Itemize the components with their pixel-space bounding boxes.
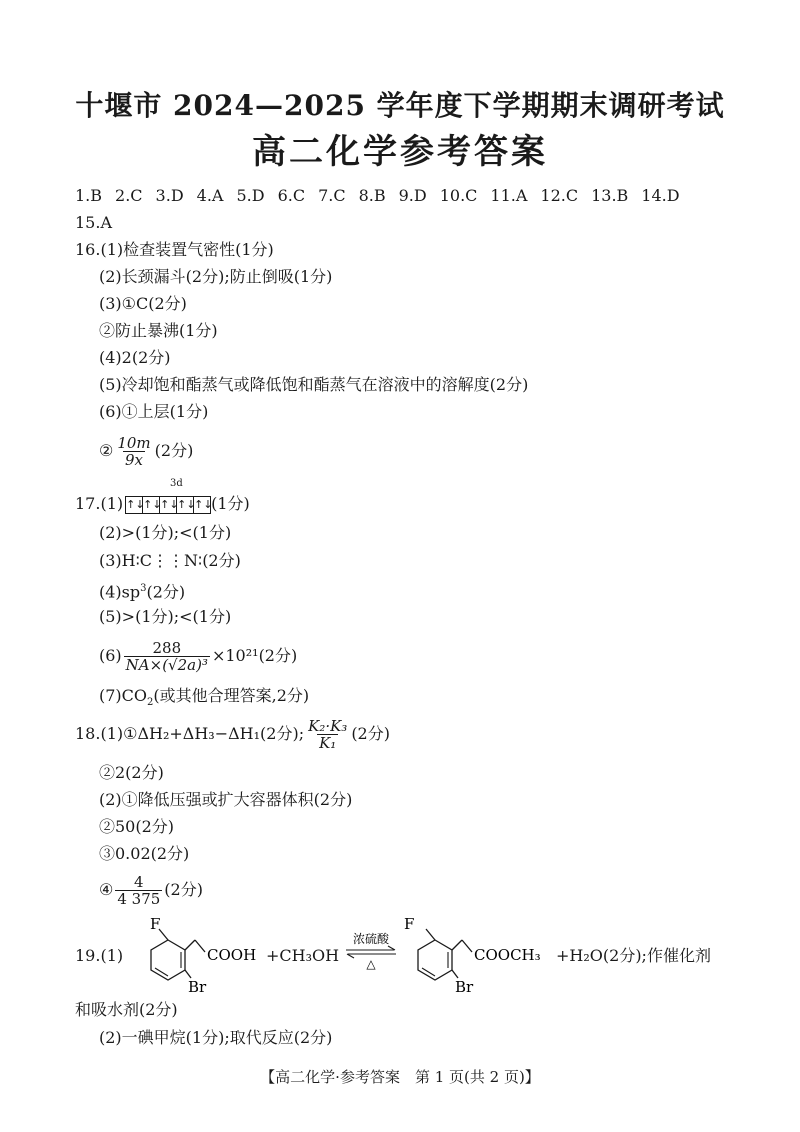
q16-part5: (5)冷却饱和酯蒸气或降低饱和酯蒸气在溶液中的溶解度(2分) bbox=[99, 375, 529, 394]
q18-part1 bbox=[75, 716, 390, 752]
benzene-ring bbox=[418, 940, 452, 980]
q17-part4-score: (2分) bbox=[146, 582, 186, 602]
q17-prefix: 17.(1) bbox=[75, 494, 124, 513]
carboxyl-group: COOH bbox=[207, 946, 257, 964]
q18-part2-3: ③0.02(2分) bbox=[99, 844, 190, 863]
mc-answer: 2.C bbox=[115, 186, 143, 205]
q18-fraction-2-numerator: 4 bbox=[134, 873, 144, 891]
orbital-box: ↑↓ bbox=[143, 497, 162, 511]
mc-answer-row bbox=[75, 186, 693, 206]
q18-part2: (2)①降低压强或扩大容器体积(2分) bbox=[99, 790, 353, 809]
q17-part6-score: ×10²¹(2分) bbox=[211, 646, 298, 665]
q18-part2-2: ②50(2分) bbox=[99, 817, 175, 836]
q17-part3: (3)H∶C⋮⋮N∶(2分) bbox=[99, 551, 241, 570]
q17-fraction-numerator: 288 bbox=[152, 639, 182, 657]
mc-answer: 10.C bbox=[439, 186, 478, 205]
exam-title: 十堰市 2024—2025 学年度下学期期末调研考试 bbox=[75, 89, 725, 122]
q18-fraction-numerator: K₂·K₃ bbox=[308, 717, 348, 735]
reaction-arrow bbox=[344, 930, 398, 970]
q17-part6 bbox=[99, 638, 297, 674]
orbital-box: ↑↓ bbox=[177, 497, 196, 511]
q17-fraction-denominator: NA×(√2a)³ bbox=[125, 656, 208, 674]
q18-fraction bbox=[306, 718, 349, 751]
mc-answer: 14.D bbox=[641, 186, 680, 205]
ch2-bond bbox=[185, 940, 195, 950]
q16-part6-2 bbox=[99, 433, 193, 469]
benzene-ring bbox=[151, 940, 185, 980]
q17-part6-prefix: (6) bbox=[99, 646, 122, 665]
q18-part1-text: 18.(1)①ΔH₂+ΔH₃−ΔH₁(2分); bbox=[75, 724, 305, 743]
reactant-structure bbox=[135, 918, 265, 996]
answer-key-title: 高二化学参考答案 bbox=[252, 132, 548, 172]
reactant-methanol: +CH₃OH bbox=[266, 946, 340, 965]
arrow-head bbox=[347, 954, 354, 958]
ch2-bond bbox=[462, 940, 472, 952]
mc-answer: 5.D bbox=[236, 186, 265, 205]
q16-part4: (4)2(2分) bbox=[99, 348, 171, 367]
q17-fraction bbox=[124, 640, 210, 673]
orbital-label: 3d bbox=[170, 478, 183, 489]
mc-answer: 13.B bbox=[591, 186, 629, 205]
q16-part1: 16.(1)检查装置气密性(1分) bbox=[75, 240, 274, 259]
q16-part3-2: ②防止暴沸(1分) bbox=[99, 321, 218, 340]
product-water-and-note: +H₂O(2分);作催化剂 bbox=[556, 946, 711, 965]
q18-part1-score: (2分) bbox=[351, 724, 390, 743]
q18-fraction-2-denominator: 4 375 bbox=[117, 890, 161, 908]
q17-part4 bbox=[99, 579, 185, 602]
product-structure bbox=[402, 918, 562, 996]
q17-part4-sup: 3 bbox=[140, 583, 147, 594]
q17-part5: (5)>(1分);<(1分) bbox=[99, 607, 232, 626]
q16-part6: (6)①上层(1分) bbox=[99, 402, 209, 421]
orbital-box: ↑↓ bbox=[194, 497, 213, 511]
mc-answer: 6.C bbox=[277, 186, 306, 205]
q18-fraction-2 bbox=[115, 874, 162, 907]
mc-answer: 1.B bbox=[75, 186, 103, 205]
ester-group: COOCH₃ bbox=[474, 946, 541, 964]
q18-part2-4-score: (2分) bbox=[164, 880, 203, 899]
q18-part1-2: ②2(2分) bbox=[99, 763, 164, 782]
orbital-box: ↑↓ bbox=[126, 497, 145, 511]
q18-fraction-denominator: K₁ bbox=[319, 734, 337, 752]
q16-part3: (3)①C(2分) bbox=[99, 294, 187, 313]
q17-part7-text: (7)CO bbox=[99, 686, 148, 705]
orbital-box: ↑↓ bbox=[160, 497, 179, 511]
ring-double-bond bbox=[422, 968, 435, 976]
q16-fraction-numerator: 10m bbox=[117, 434, 151, 452]
page-footer: 【高二化学·参考答案 第 1 页(共 2 页)】 bbox=[260, 1068, 540, 1086]
mc-answer: 9.D bbox=[398, 186, 427, 205]
q18-circled-4: ④ bbox=[99, 880, 114, 899]
mc-answer: 4.A bbox=[196, 186, 224, 205]
q17-part7-sub: 2 bbox=[147, 697, 154, 709]
f-bond bbox=[426, 929, 435, 940]
q18-part2-4 bbox=[99, 872, 203, 908]
q17-part7-score: (或其他合理答案,2分) bbox=[153, 686, 310, 705]
q17-part7 bbox=[99, 686, 309, 713]
catalyst-label: 浓硫酸 bbox=[352, 932, 390, 946]
bromine-label: Br bbox=[455, 978, 474, 996]
q16-fraction bbox=[115, 435, 152, 468]
q17-part2: (2)>(1分);<(1分) bbox=[99, 523, 232, 542]
mc-answer: 11.A bbox=[490, 186, 528, 205]
fluorine-label: F bbox=[404, 918, 415, 933]
mc-answer: 8.B bbox=[358, 186, 386, 205]
ch2-bond bbox=[195, 940, 205, 952]
q16-fraction-denominator: 9x bbox=[124, 451, 143, 469]
br-bond bbox=[452, 970, 458, 978]
q17-part1-score: (1分) bbox=[211, 494, 250, 513]
mc-answer: 3.D bbox=[155, 186, 184, 205]
q17-part1 bbox=[75, 494, 250, 514]
ring-double-bond bbox=[155, 968, 168, 976]
ch2-bond bbox=[452, 940, 462, 950]
mc-answer: 12.C bbox=[540, 186, 579, 205]
q16-circled-2: ② bbox=[99, 441, 114, 460]
q17-part4-text: (4)sp bbox=[99, 582, 141, 602]
heat-symbol: △ bbox=[366, 957, 376, 970]
orbital-diagram bbox=[125, 496, 211, 514]
q19-part2: (2)一碘甲烷(1分);取代反应(2分) bbox=[99, 1028, 333, 1047]
q19-prefix: 19.(1) bbox=[75, 946, 124, 965]
arrow-head bbox=[388, 946, 395, 950]
bromine-label: Br bbox=[188, 978, 207, 996]
mc-answer-15: 15.A bbox=[75, 213, 112, 232]
q19-part1-cont: 和吸水剂(2分) bbox=[75, 1000, 178, 1019]
mc-answer: 7.C bbox=[318, 186, 346, 205]
q16-score: (2分) bbox=[154, 441, 194, 460]
fluorine-label: F bbox=[150, 918, 161, 933]
q16-part2: (2)长颈漏斗(2分);防止倒吸(1分) bbox=[99, 267, 333, 286]
br-bond bbox=[185, 970, 191, 978]
